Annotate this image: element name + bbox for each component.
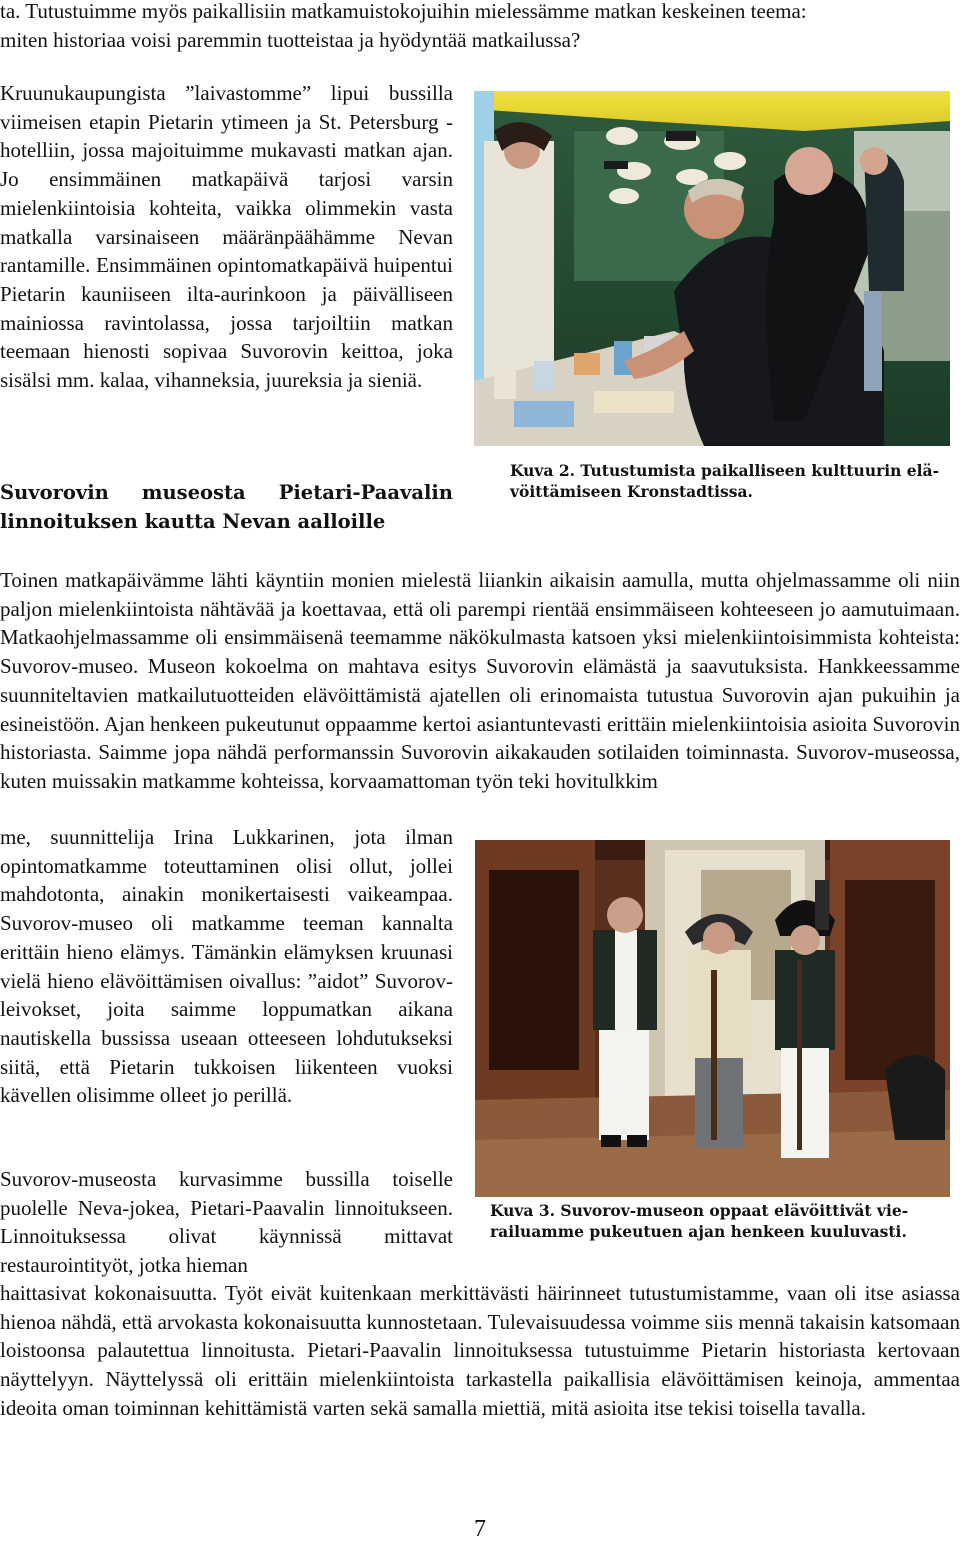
intro-line-2: miten historiaa voisi paremmin tuotteistaa ja hyödyntää matkailussa? bbox=[0, 28, 581, 52]
page-number: 7 bbox=[474, 1516, 486, 1542]
paragraph-hotel: Kruunukaupungista ”laivastomme” lipui bussilla viimeisen etapin Pietarin ytimeen ja St. Petersburg -hotelliin, jossa majoituimme mukavasti matkan ajan. Jo ensimmäinen matkapäivä tarjosi varsin mielenkiintoisia kohteita, vaikka olimmekin vasta matkalla varsinaiseen määränpäähämme Nevan rantamille. Ensimmäinen opintomatkapäivä huipentui Pietarin kauniiseen ilta-aurinkoon ja päivälliseen mainiossa ravintolassa, jossa tarjoiltiin matkan teemaan hienosti sopivaa Suvorovin keittoa, joka sisälsi mm. kalaa, vihanneksia, juureksia ja sieniä. bbox=[0, 81, 453, 393]
paragraph-fortress: haittasivat kokonaisuutta. Työt eivät kuitenkaan merkittävästi häirinneet tutustumistamme, vaan oli itse asiassa hienoa nähdä, että arvokasta kokonaisuutta kunnostetaan. Tulevaisuudessa voimme siis mennä takaisin katsomaan loistoonsa palautettua linnoitusta. Pietari-Paavalin linnoituksessa tutustuimme Pietarin historiasta kertovaan näyttelyyn. Näyttelyssä oli erittäin mielenkiintoista tarkastella paikallisia elävöittämisen keinoja, ammentaa ideoita oman toiminnan kehittämistä varten sekä samalla miettiä, mitä asioita itse tekisi toisella tavalla. bbox=[0, 1281, 960, 1420]
section-heading: Suvorovin museosta Pietari-Paavalin linnoituksen kautta Nevan aalloille bbox=[0, 481, 453, 533]
paragraph-fortress-intro: Suvorov-museosta kurvasimme bussilla toiselle puolelle Neva-jokea, Pietari-Paavalin linnoitukseen. Linnoituksessa olivat käynnissä mittavat restaurointityöt, jotka hieman bbox=[0, 1167, 453, 1278]
photo-souvenir-stall bbox=[474, 91, 950, 446]
intro-line-1: ta. Tutustuimme myös paikallisiin matkamuistokojuihin mielessämme matkan keskeinen teema: bbox=[0, 0, 807, 23]
paragraph-interpreter: me, suunnittelija Irina Lukkarinen, jota ilman opintomatkamme toteuttaminen olisi ollut, jollei mahdotonta, ainakin monikertaisesti vaikeampaa. Suvorov-museo oli matkamme teeman kannalta erittäin hieno elämys. Tämänkin elämyksen kruunasi vielä hieno elävöittämisen oivallus: ”aidot” Suvorovleivokset, joita saimme loppumatkan aikana nautiskella bussissa useaan otteeseen lohdutukseksi siitä, että Pietarin tukkoisen liikenteen vuoksi kävellen olisimme olleet jo perillä. bbox=[0, 825, 453, 1108]
paragraph-museum: Toinen matkapäivämme lähti käyntiin monien mielestä liiankin aikaisin aamulla, mutta ohjelmassamme oli niin paljon mielenkiintoista nähtävää ja koettavaa, että oli parempi rientää ensimmäiseen kohteeseen jo aamutuimaan. Matkaohjelmassamme oli ensimmäisenä teemamme näkökulmasta katsoen yksi mielenkiintoisimmista kohteista: Suvorov-museo. Museon kokoelma on mahtava esitys Suvorovin elämästä ja saavutuksista. Hankkeessamme suunniteltavien matkailutuotteiden elävöittämistä ajatellen oli erinomaista tutustua Suvorovin ajan pukuihin ja esineistöön. Ajan henkeen pukeutunut oppaamme kertoi asiantuntevasti erittäin mielenkiintoisia asioita Suvorovin historiasta. Saimme jopa nähdä performanssin Suvorovin aikakauden sotilaiden toiminnasta. Suvorov-museossa, kuten muissakin matkamme kohteissa, korvaamattoman työn teki hovitulkkim bbox=[0, 568, 960, 793]
photo-museum-guides bbox=[475, 840, 950, 1197]
caption-kuva-2: Kuva 2. Tutustumista paikalliseen kulttuurin elävöittämiseen Kronstadtissa. bbox=[510, 461, 940, 501]
caption-kuva-3: Kuva 3. Suvorov-museon oppaat elävöittivät vierailuamme pukeutuen ajan henkeen kuuluvasti. bbox=[490, 1201, 909, 1241]
